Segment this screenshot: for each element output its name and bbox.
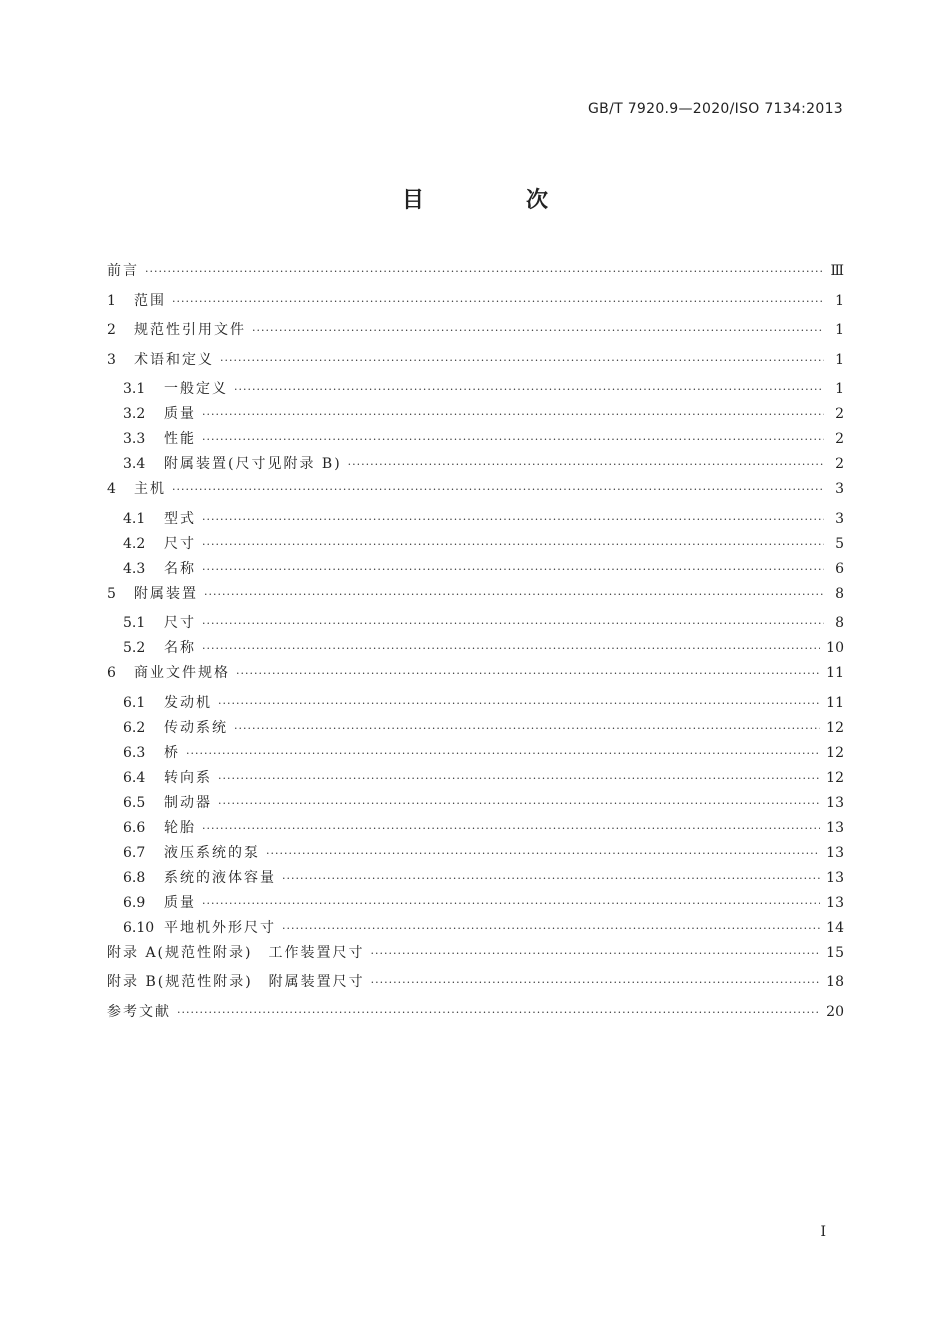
toc-entry-title: 发动机: [164, 694, 212, 711]
toc-entry-number: 3: [107, 351, 116, 368]
toc-entry-title: 范围: [134, 292, 166, 309]
toc-entry-number: 6.9: [123, 894, 146, 911]
toc-leader-dots: [186, 747, 820, 760]
toc-entry-number: 6.7: [123, 844, 146, 861]
toc-entry-title: 质量: [164, 894, 196, 911]
toc-leader-dots: [266, 847, 820, 860]
toc-leader-dots: [282, 922, 820, 935]
toc-entry[interactable]: [107, 1001, 844, 1031]
toc-leader-dots: [234, 383, 824, 396]
toc-entry-page: 13: [826, 894, 844, 911]
toc-entry[interactable]: [107, 767, 844, 792]
toc-entry-title: 附录 A(规范性附录) 工作装置尺寸: [107, 944, 365, 961]
toc-entry-number: 6.3: [123, 744, 146, 761]
toc-entry[interactable]: [107, 692, 844, 717]
toc-entry-number: 3.1: [123, 381, 146, 397]
toc-entry-page: Ⅲ: [830, 263, 844, 279]
toc-entry-title: 轮胎: [164, 819, 196, 836]
toc-entry-title: 桥: [164, 744, 180, 761]
toc-leader-dots: [234, 722, 820, 735]
toc-entry-page: 2: [835, 431, 844, 447]
toc-entry-page: 3: [835, 510, 844, 527]
toc-entry-title: 转向系: [164, 769, 212, 786]
toc-entry-title: 主机: [134, 481, 166, 497]
toc-entry-title: 参考文献: [107, 1003, 171, 1020]
toc-entry-page: 3: [835, 481, 844, 497]
toc-entry-title: 附属装置(尺寸见附录 B): [164, 456, 342, 472]
toc-entry-title: 尺寸: [164, 615, 196, 631]
toc-leader-dots: [202, 897, 820, 910]
toc-entry-title: 规范性引用文件: [134, 322, 246, 338]
toc-entry-title: 附录 B(规范性附录) 附属装置尺寸: [107, 974, 365, 990]
toc-leader-dots: [348, 458, 824, 471]
toc-leader-dots: [371, 976, 821, 989]
standard-code: GB/T 7920.9—2020/ISO 7134:2013: [588, 101, 843, 117]
toc-entry-page: 11: [826, 665, 844, 681]
toc-entry-number: 3.4: [123, 456, 146, 472]
toc-leader-dots: [236, 667, 820, 680]
toc-entry-title: 性能: [164, 431, 196, 447]
toc-entry-page: 8: [835, 615, 844, 631]
toc-entry-title: 名称: [164, 560, 196, 577]
toc-leader-dots: [282, 872, 820, 885]
toc-entry[interactable]: [107, 971, 844, 1001]
toc-leader-dots: [218, 797, 820, 810]
toc-entry-title: 名称: [164, 640, 196, 656]
toc-entry-page: 13: [826, 819, 844, 836]
toc-entry-number: 6: [107, 665, 116, 681]
toc-entry-number: 4.3: [123, 560, 146, 577]
toc-entry-number: 5: [107, 585, 116, 602]
toc-entry-title: 前言: [107, 263, 139, 279]
toc-entry[interactable]: [107, 867, 844, 892]
toc-leader-dots: [202, 563, 824, 576]
toc-entry[interactable]: [107, 842, 844, 867]
toc-entry-page: 2: [835, 406, 844, 422]
toc-entry[interactable]: [107, 742, 844, 767]
toc-entry-title: 传动系统: [164, 719, 228, 736]
toc-entry[interactable]: [107, 478, 844, 508]
toc-entry[interactable]: [107, 583, 844, 613]
toc-entry-page: 15: [826, 944, 844, 961]
toc-entry-page: 5: [835, 535, 844, 552]
toc-leader-dots: [202, 617, 824, 630]
toc-leader-dots: [202, 408, 824, 421]
toc-entry-page: 11: [826, 694, 844, 711]
toc-entry-number: 6.1: [123, 694, 146, 711]
toc-entry-number: 6.10: [123, 919, 155, 936]
toc-entry-title: 附属装置: [134, 585, 198, 602]
toc-leader-dots: [172, 295, 824, 308]
toc-entry-number: 1: [107, 292, 116, 309]
toc-entry-title: 尺寸: [164, 535, 196, 552]
toc-leader-dots: [218, 772, 820, 785]
toc-entry[interactable]: [107, 942, 844, 972]
toc-entry[interactable]: [107, 533, 844, 558]
toc-leader-dots: [202, 642, 820, 655]
toc-entry-title: 液压系统的泵: [164, 844, 260, 861]
toc-entry-page: 6: [835, 560, 844, 577]
toc-entry-title: 商业文件规格: [134, 665, 230, 681]
toc-entry[interactable]: [107, 792, 844, 817]
toc-entry[interactable]: [107, 558, 844, 583]
toc-entry-page: 1: [835, 292, 844, 309]
toc-entry[interactable]: [107, 612, 844, 637]
toc-entry-page: 13: [826, 844, 844, 861]
toc-entry-page: 10: [826, 640, 844, 656]
toc-entry-number: 4.2: [123, 535, 146, 552]
toc-entry[interactable]: [107, 378, 844, 403]
toc-leader-dots: [204, 588, 824, 601]
toc-entry-title: 型式: [164, 510, 196, 527]
toc-title: 目 次: [401, 188, 588, 213]
toc-entry[interactable]: [107, 508, 844, 533]
toc-entry-title: 术语和定义: [134, 351, 214, 368]
toc-entry-number: 6.2: [123, 719, 146, 736]
toc-entry-number: 6.5: [123, 794, 146, 811]
toc-entry[interactable]: [107, 349, 844, 379]
toc-entry-number: 3.3: [123, 431, 146, 447]
toc-entry[interactable]: [107, 290, 844, 320]
toc-entry-page: 20: [826, 1003, 844, 1020]
toc-leader-dots: [370, 947, 820, 960]
toc-entry-number: 2: [107, 322, 116, 338]
toc-entry-page: 12: [826, 719, 844, 736]
toc-entry-page: 13: [826, 794, 844, 811]
toc-entry-title: 一般定义: [164, 381, 228, 397]
toc-leader-dots: [145, 265, 824, 278]
toc-entry[interactable]: [107, 428, 844, 453]
toc-leader-dots: [218, 697, 820, 710]
toc-entry-page: 12: [826, 744, 844, 761]
toc-entry[interactable]: [107, 319, 844, 349]
toc-leader-dots: [172, 483, 824, 496]
toc-entry-page: 1: [835, 381, 844, 397]
toc-entry[interactable]: [107, 917, 844, 942]
toc-entry[interactable]: [107, 717, 844, 742]
page-number: I: [820, 1224, 826, 1240]
toc-entry-page: 14: [826, 919, 844, 936]
toc-entry-number: 3.2: [123, 406, 146, 422]
toc-entry-page: 1: [835, 351, 844, 368]
toc-leader-dots: [220, 354, 824, 367]
toc-entry-page: 8: [835, 585, 844, 602]
toc-entry-number: 6.4: [123, 769, 146, 786]
toc-entry-number: 6.6: [123, 819, 146, 836]
toc-entry-title: 系统的液体容量: [164, 869, 276, 886]
toc-entry[interactable]: [107, 892, 844, 917]
toc-entry-number: 5.1: [123, 615, 146, 631]
toc-entry[interactable]: [107, 637, 844, 662]
toc-entry-number: 6.8: [123, 869, 146, 886]
toc-entry-title: 质量: [164, 406, 196, 422]
toc-leader-dots: [252, 324, 824, 337]
toc-entry[interactable]: [107, 403, 844, 428]
toc-entry[interactable]: [107, 260, 844, 290]
toc-leader-dots: [202, 538, 824, 551]
table-of-contents: [107, 260, 844, 1030]
toc-entry-number: 5.2: [123, 640, 146, 656]
toc-entry-page: 18: [826, 974, 844, 990]
toc-entry[interactable]: [107, 817, 844, 842]
toc-leader-dots: [177, 1006, 820, 1019]
toc-entry-page: 1: [835, 322, 844, 338]
toc-entry[interactable]: [107, 662, 844, 692]
toc-entry-page: 12: [826, 769, 844, 786]
toc-leader-dots: [202, 822, 820, 835]
toc-entry-title: 平地机外形尺寸: [164, 919, 276, 936]
toc-entry-page: 13: [826, 869, 844, 886]
toc-leader-dots: [202, 513, 824, 526]
toc-entry-number: 4.1: [123, 510, 146, 527]
toc-leader-dots: [202, 433, 824, 446]
toc-entry-title: 制动器: [164, 794, 212, 811]
toc-entry[interactable]: [107, 453, 844, 478]
toc-entry-number: 4: [107, 481, 116, 497]
toc-entry-page: 2: [835, 456, 844, 472]
